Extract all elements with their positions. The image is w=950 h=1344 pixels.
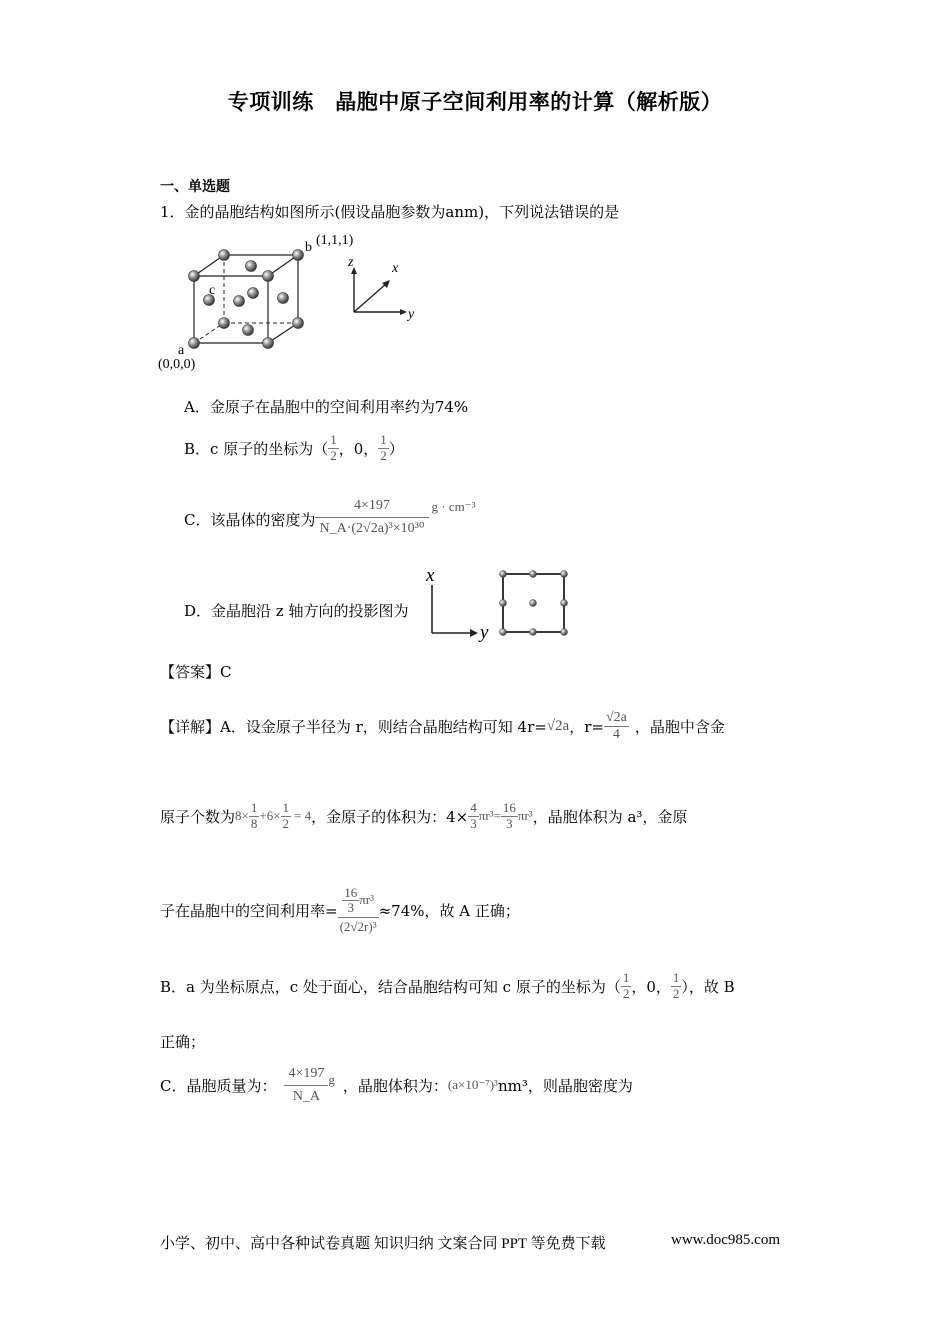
fraction-eighth: $\frac{1}{8}$ xyxy=(250,800,258,831)
detail-line-6 xyxy=(160,1058,633,1112)
option-d: D．金晶胞沿 z 轴方向的投影图为 xyxy=(184,602,409,620)
section-heading: 一、单选题 xyxy=(160,179,230,195)
detail-line-3 xyxy=(160,878,520,942)
fraction-sixteen-thirds: $\frac{16}{3}$ xyxy=(502,800,516,831)
detail-line4-prefix: B．a 为坐标原点，c 处于面心，结合晶胞结构可知 c 原子的坐标为（ xyxy=(160,977,621,996)
volume-expr: (a×10⁻⁷)³ xyxy=(447,1077,498,1092)
fraction-half: $\frac{1}{2}$ xyxy=(282,800,290,831)
fraction-half: $\frac{1}{2}$ xyxy=(622,970,630,1001)
label-b-coord: (1,1,1) xyxy=(316,233,354,248)
detail-line3-prefix: 子在晶胞中的空间利用率= xyxy=(160,901,338,920)
label-c: c xyxy=(209,283,216,298)
detail-line6-mid: ，晶胞体积为： xyxy=(342,1076,448,1095)
detail-line2-mid: ，金原子的体积为：4× xyxy=(311,807,469,826)
detail-line6-prefix: C．晶胞质量为： xyxy=(160,1076,277,1095)
detail-line2-suffix: ，晶胞体积为 a³，金原 xyxy=(532,807,688,826)
equals-sign: = xyxy=(493,808,501,823)
option-b-suffix: ） xyxy=(388,439,404,458)
detail-line4-mid: ，0， xyxy=(631,977,671,996)
label-a: a xyxy=(178,343,185,358)
count-expr-a: 8× xyxy=(235,808,249,823)
pi-r3: πr³ xyxy=(517,808,533,823)
option-b-prefix: B．c 原子的坐标为（ xyxy=(184,439,329,458)
mass-unit: g xyxy=(328,1072,335,1087)
option-b xyxy=(184,428,404,468)
option-c-prefix: C．该晶体的密度为 xyxy=(184,511,316,529)
page-title: 专项训练 晶胞中原子空间利用率的计算（解析版） xyxy=(227,90,723,114)
detail-line3-suffix: ≈74%，故 A 正确； xyxy=(378,901,520,920)
detail-line1-expr: √2a xyxy=(546,717,570,734)
detail-line2-prefix: 原子个数为 xyxy=(160,807,236,826)
option-a: A．金原子在晶胞中的空间利用率约为74% xyxy=(184,398,469,416)
fraction-half: $\frac{1}{2}$ xyxy=(672,970,680,1001)
detail-line-1 xyxy=(160,692,725,760)
footer-text: 小学、初中、高中各种试卷真题 知识归纳 文案合同 PPT 等免费下载 xyxy=(160,1236,606,1252)
count-expr-b: +6× xyxy=(259,808,281,823)
detail-line6-suffix: nm³，则晶胞密度为 xyxy=(497,1076,633,1095)
option-b-mid: ，0， xyxy=(338,439,379,458)
detail-line1-prefix: 【详解】A．设金原子半径为 r，则结合晶胞结构可知 4r= xyxy=(160,717,547,736)
label-a-coord: (0,0,0) xyxy=(158,357,196,372)
density-fraction: $\frac{4\times 197}{\text{N\_A·(2√2a)³×10³⁰}}$ xyxy=(315,498,428,536)
projection-figure xyxy=(420,563,580,643)
axis-x-label: x xyxy=(392,261,399,276)
mass-fraction: $\frac{4\times 197}{N\_A}$ xyxy=(284,1066,328,1104)
proj-axis-y-label: y xyxy=(480,622,489,643)
fraction-four-thirds: $\frac{4}{3}$ xyxy=(470,800,477,831)
density-unit: g · cm⁻³ xyxy=(431,499,476,514)
utilization-fraction: $\frac{16}{3}$ πr³ (2√2r)³ xyxy=(339,884,377,935)
fraction-half: $\frac{1}{2}$ xyxy=(380,432,387,463)
count-expr-c: = 4 xyxy=(294,808,312,823)
detail-line1-mid: ，r= xyxy=(569,717,604,736)
detail-line-4 xyxy=(160,966,735,1006)
label-b: b xyxy=(305,240,312,255)
detail-line-5: 正确； xyxy=(160,1033,206,1051)
detail-line-2 xyxy=(160,794,687,838)
fraction-half: $\frac{1}{2}$ xyxy=(330,432,337,463)
detail-line1-suffix: ，晶胞中含金 xyxy=(634,717,725,736)
unit-cell-figure xyxy=(150,228,440,373)
r-fraction: $\frac{√2a}{4}$ xyxy=(605,710,627,742)
proj-axis-x-label: x xyxy=(426,565,435,586)
question-stem: 1．金的晶胞结构如图所示(假设晶胞参数为anm)，下列说法错误的是 xyxy=(160,203,620,221)
axis-y-label: y xyxy=(408,307,415,322)
axis-z-label: z xyxy=(348,255,354,270)
footer-website-link[interactable]: www.doc985.com xyxy=(671,1232,781,1248)
option-c xyxy=(184,486,475,536)
detail-line4-suffix: ），故 B xyxy=(681,977,735,996)
pi-r3: πr³ xyxy=(478,808,494,823)
answer: 【答案】C xyxy=(160,663,232,681)
